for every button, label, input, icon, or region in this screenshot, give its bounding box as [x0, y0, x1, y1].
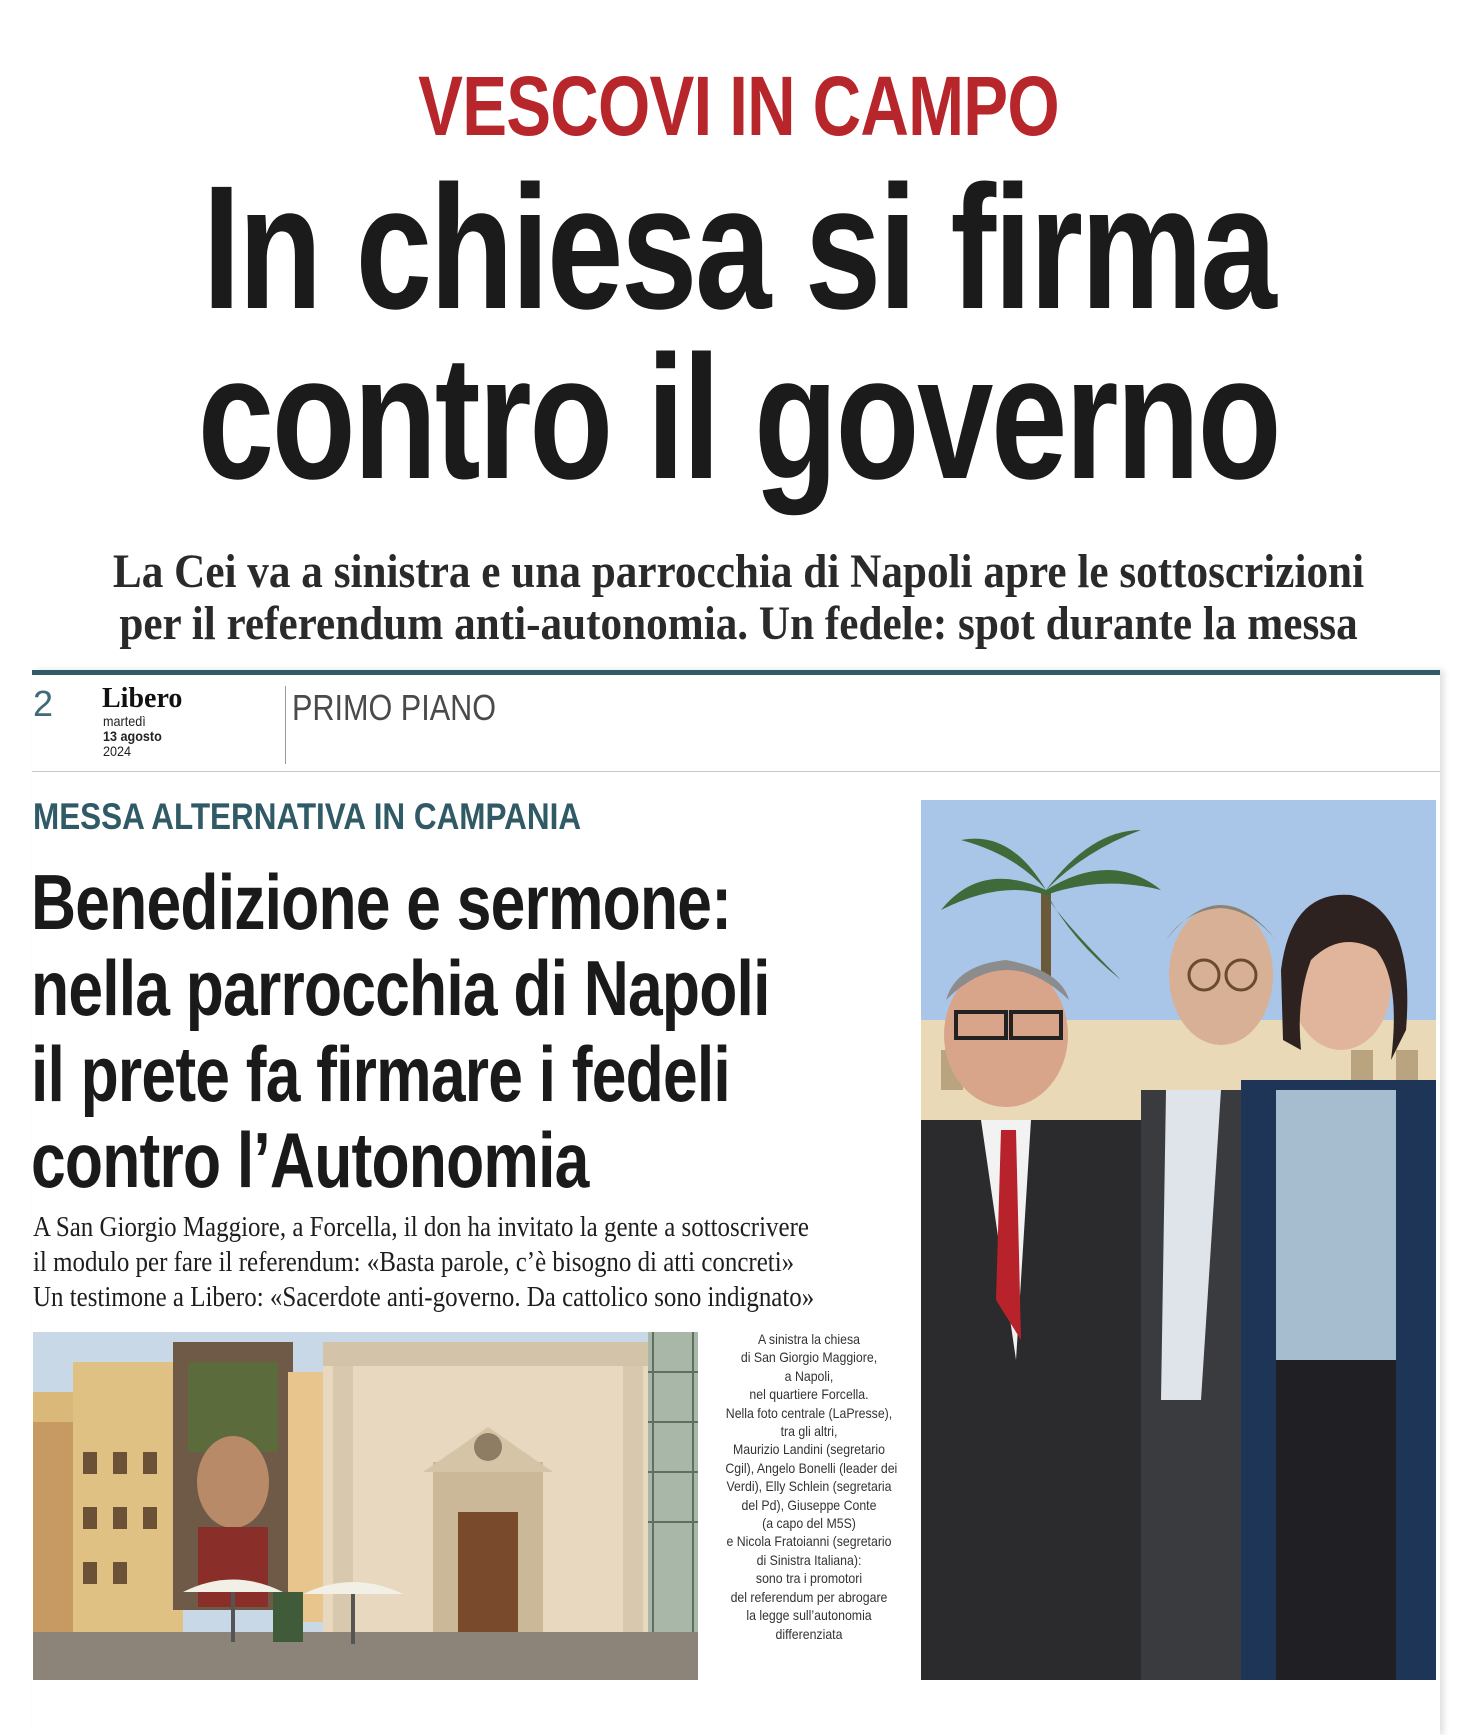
article-headline-line: Benedizione e sermone:: [31, 858, 732, 946]
article-headline-line: contro l’Autonomia: [31, 1116, 589, 1204]
photo-caption: [714, 1330, 904, 1643]
caption-line: a Napoli,: [784, 1367, 834, 1384]
folio-bar: [32, 675, 1440, 772]
caption-line: differenziata: [775, 1625, 843, 1642]
article-subhead-line: il modulo per fare il referendum: «Basta parole, c’è bisogno di atti concreti»: [33, 1246, 795, 1278]
caption-line: di San Giorgio Maggiore,: [740, 1349, 878, 1366]
folio-divider: [285, 686, 286, 764]
caption-line: tra gli altri,: [780, 1423, 838, 1440]
caption-line: e Nicola Fratoianni (segretario: [726, 1533, 892, 1550]
date-weekday: martedì: [103, 713, 146, 729]
caption-line: Cgil), Angelo Bonelli (leader dei: [725, 1459, 898, 1476]
masthead-logo: Libero: [102, 683, 183, 714]
caption-line: A sinistra la chiesa: [757, 1331, 861, 1347]
caption-line: (a capo del M5S): [762, 1515, 856, 1532]
date-year: 2024: [103, 743, 132, 759]
caption-line: sono tra i promotori: [755, 1570, 863, 1587]
caption-line: Nella foto centrale (LaPresse),: [725, 1404, 893, 1421]
caption-line: Verdi), Elly Schlein (segretaria: [726, 1478, 892, 1495]
caption-line: nel quartiere Forcella.: [749, 1386, 869, 1403]
article-subhead-line: A San Giorgio Maggiore, a Forcella, il don ha invitato la gente a sottoscrivere: [33, 1211, 809, 1243]
caption-line: Maurizio Landini (segretario: [732, 1441, 886, 1458]
banner-subhead-line-2: per il referendum anti-autonomia. Un fedele: spot durante la messa: [119, 597, 1358, 650]
article-headline-line: nella parrocchia di Napoli: [31, 944, 770, 1032]
banner-headline-line-2: contro il governo: [197, 320, 1280, 516]
group-photo: [921, 800, 1436, 1680]
caption-line: la legge sull’autonomia: [746, 1607, 872, 1624]
church-photo: [33, 1332, 698, 1680]
banner-headline-line-1: In chiesa si firma: [202, 150, 1275, 346]
article-kicker: MESSA ALTERNATIVA IN CAMPANIA: [33, 796, 582, 837]
caption-line: del referendum per abrogare: [730, 1588, 888, 1605]
caption-line: di Sinistra Italiana):: [756, 1551, 862, 1568]
banner-kicker: VESCOVI IN CAMPO: [418, 59, 1059, 153]
caption-line: del Pd), Giuseppe Conte: [741, 1496, 877, 1513]
date-day-month: 13 agosto: [103, 728, 162, 744]
article-headline-line: il prete fa firmare i fedeli: [31, 1030, 730, 1118]
banner-subhead-line-1: La Cei va a sinistra e una parrocchia di Napoli apre le sottoscrizioni: [112, 545, 1365, 598]
article-subhead-line: Un testimone a Libero: «Sacerdote anti-governo. Da cattolico sono indignato»: [33, 1281, 815, 1313]
page-number: 2: [33, 683, 54, 724]
section-label: PRIMO PIANO: [292, 687, 497, 728]
